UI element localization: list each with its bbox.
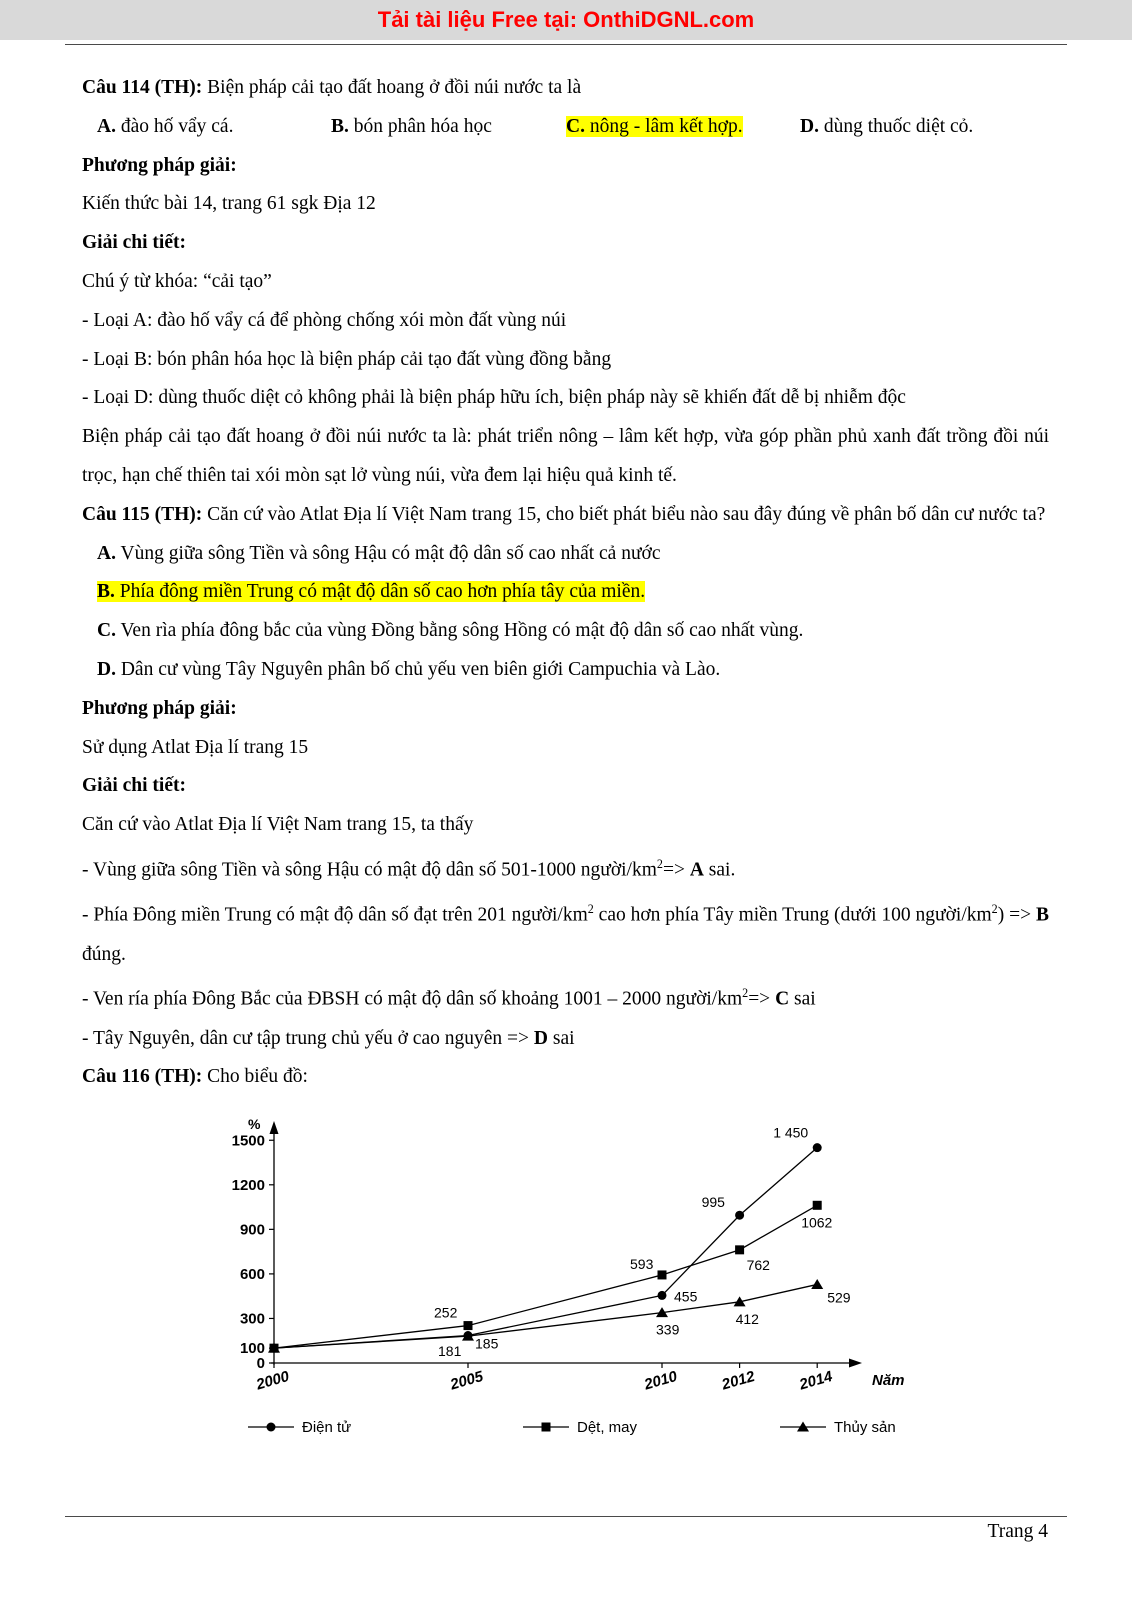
svg-text:1 450: 1 450 (773, 1124, 809, 1141)
q115-option-c-letter: C. (97, 620, 116, 642)
q115-stem-line (82, 496, 1049, 535)
svg-text:Năm: Năm (872, 1372, 905, 1390)
q115-option-b-text: Phía đông miền Trung có mật độ dân số cao hơn phía tây của miền. (119, 581, 646, 603)
svg-text:Điện tử: Điện tử (302, 1419, 352, 1437)
page-footer (0, 1516, 1132, 1543)
svg-text:2012: 2012 (719, 1368, 757, 1394)
svg-text:339: 339 (656, 1321, 680, 1338)
svg-text:600: 600 (239, 1266, 265, 1284)
svg-text:900: 900 (239, 1221, 265, 1239)
q115-option-a-letter: A. (97, 542, 116, 564)
q115-detail-line: - Ven ría phía Đông Bắc của ĐBSH có mật độ dân số khoảng 1001 – 2000 người/$km^2=> C$ sai (82, 986, 816, 1010)
q114-method-text: Kiến thức bài 14, trang 61 sgk Địa 12 (82, 193, 376, 215)
q115-option-b (82, 573, 1049, 612)
q114-stem-line (82, 69, 1049, 108)
q115-option-b-letter: B. (97, 581, 115, 603)
q115-detail-line: Căn cứ vào Atlat Địa lí Việt Nam trang 15, ta thấy (82, 814, 474, 836)
svg-text:1500: 1500 (231, 1132, 265, 1150)
svg-text:%: % (248, 1116, 261, 1133)
q115-detail-line: - Tây Nguyên, dân cư tập trung chủ yếu ở cao nguyên => D sai (82, 1027, 575, 1049)
svg-text:412: 412 (735, 1311, 759, 1328)
q115-option-a (82, 535, 1049, 574)
growth-chart (228, 1109, 928, 1454)
q115-option-c (82, 612, 1049, 651)
svg-text:Dệt, may: Dệt, may (577, 1419, 638, 1437)
q114-option-c (566, 108, 800, 147)
q115-option-c-text: Ven rìa phía đông bắc của vùng Đồng bằng sông Hồng có mật độ dân số cao nhất vùng. (120, 620, 804, 642)
growth-chart-block (228, 1109, 1049, 1469)
document-body (0, 45, 1132, 1469)
q114-option-d-text: dùng thuốc diệt cỏ. (823, 115, 974, 137)
q114-detail-heading: Giải chi tiết: (82, 232, 186, 254)
q114-option-b-text: bón phân hóa học (353, 115, 492, 137)
promo-banner (0, 0, 1132, 40)
q114-label: Câu 114 (TH): (82, 77, 203, 98)
q114-option-d (800, 108, 973, 147)
svg-text:2010: 2010 (642, 1368, 680, 1394)
q114-detail-line: - Loại A: đào hố vẩy cá để phòng chống xói mòn đất vùng núi (82, 309, 567, 331)
svg-text:185: 185 (475, 1335, 499, 1352)
svg-text:995: 995 (701, 1194, 725, 1211)
q114-method-heading: Phương pháp giải: (82, 154, 237, 176)
q115-stem: Căn cứ vào Atlat Địa lí Việt Nam trang 15, cho biết phát biểu nào sau đây đúng về phân bố dân cư nước ta? (207, 503, 1046, 525)
q114-detail-line: Chú ý từ khóa: “cải tạo” (82, 270, 272, 292)
q115-answer-highlight (97, 581, 645, 602)
svg-text:1062: 1062 (801, 1214, 833, 1231)
q114-detail-line: - Loại D: dùng thuốc diệt cỏ không phải là biện pháp hữu ích, biện pháp này sẽ khiến đất dễ bị nhiễm độc (82, 387, 906, 409)
svg-text:2014: 2014 (797, 1368, 835, 1394)
q115-method-text: Sử dụng Atlat Địa lí trang 15 (82, 736, 309, 758)
q116-label: Câu 116 (TH): (82, 1066, 203, 1088)
svg-text:593: 593 (630, 1256, 654, 1273)
q115-detail-line: - Vùng giữa sông Tiền và sông Hậu có mật độ dân số 501-1000 người/$km^2=> A$ sai. (82, 856, 736, 881)
svg-text:2005: 2005 (448, 1368, 486, 1394)
svg-text:762: 762 (746, 1257, 770, 1274)
svg-text:252: 252 (434, 1304, 458, 1321)
svg-text:455: 455 (674, 1288, 698, 1305)
q115-option-a-text: Vùng giữa sông Tiền và sông Hậu có mật độ dân số cao nhất cả nước (120, 542, 661, 564)
q115-option-d-letter: D. (97, 658, 116, 680)
q114-option-b (331, 108, 566, 147)
q114-option-a-letter: A. (97, 115, 116, 137)
q114-option-c-text: nông - lâm kết hợp. (589, 115, 743, 137)
svg-text:1200: 1200 (231, 1177, 265, 1195)
q116-stem: Cho biểu đồ: (207, 1066, 308, 1088)
promo-banner-text: Tải tài liệu Free tại: OnthiDGNL.com (377, 7, 755, 32)
q115-option-d-text: Dân cư vùng Tây Nguyên phân bố chủ yếu ven biên giới Campuchia và Lào. (120, 658, 721, 680)
svg-text:100: 100 (239, 1340, 265, 1358)
q114-stem: Biện pháp cải tạo đất hoang ở đồi núi nước ta là (207, 77, 582, 98)
q114-answer-highlight (566, 116, 743, 137)
q114-detail-line: - Loại B: bón phân hóa học là biện pháp cải tạo đất vùng đồng bằng (82, 348, 612, 370)
q114-option-a (97, 108, 331, 147)
q115-method-heading: Phương pháp giải: (82, 697, 237, 719)
q114-option-b-letter: B. (331, 115, 349, 137)
q114-option-d-letter: D. (800, 115, 819, 137)
q114-option-c-letter: C. (566, 115, 585, 137)
svg-text:529: 529 (827, 1289, 851, 1306)
q115-detail-heading: Giải chi tiết: (82, 775, 186, 797)
svg-text:181: 181 (438, 1343, 462, 1360)
q114-detail-line: Biện pháp cải tạo đất hoang ở đồi núi nước ta là: phát triển nông – lâm kết hợp, vừa góp phần phủ xanh đất trồng đồi núi trọc, hạn chế thiên tai xói mòn sạt lở vùng núi, vừa đem lại hiệu quả kinh tế. (82, 426, 1049, 486)
svg-text:300: 300 (239, 1310, 265, 1328)
svg-text:2000: 2000 (254, 1368, 292, 1394)
q114-options-row (82, 108, 1049, 147)
svg-text:0: 0 (256, 1355, 265, 1373)
svg-text:Thủy sản: Thủy sản (834, 1419, 896, 1437)
q116-stem-line (82, 1058, 1049, 1097)
q115-detail-line: - Phía Đông miền Trung có mật độ dân số đạt trên 201 người/$km^2$ cao hơn phía Tây miền Trung (dưới 100 người/$km^2) => B$ đúng. (82, 902, 1049, 965)
q114-option-a-text: đào hố vẩy cá. (120, 115, 234, 137)
q115-label: Câu 115 (TH): (82, 503, 203, 525)
page-number: Trang 4 (987, 1521, 1048, 1542)
q115-option-d (82, 651, 1049, 690)
